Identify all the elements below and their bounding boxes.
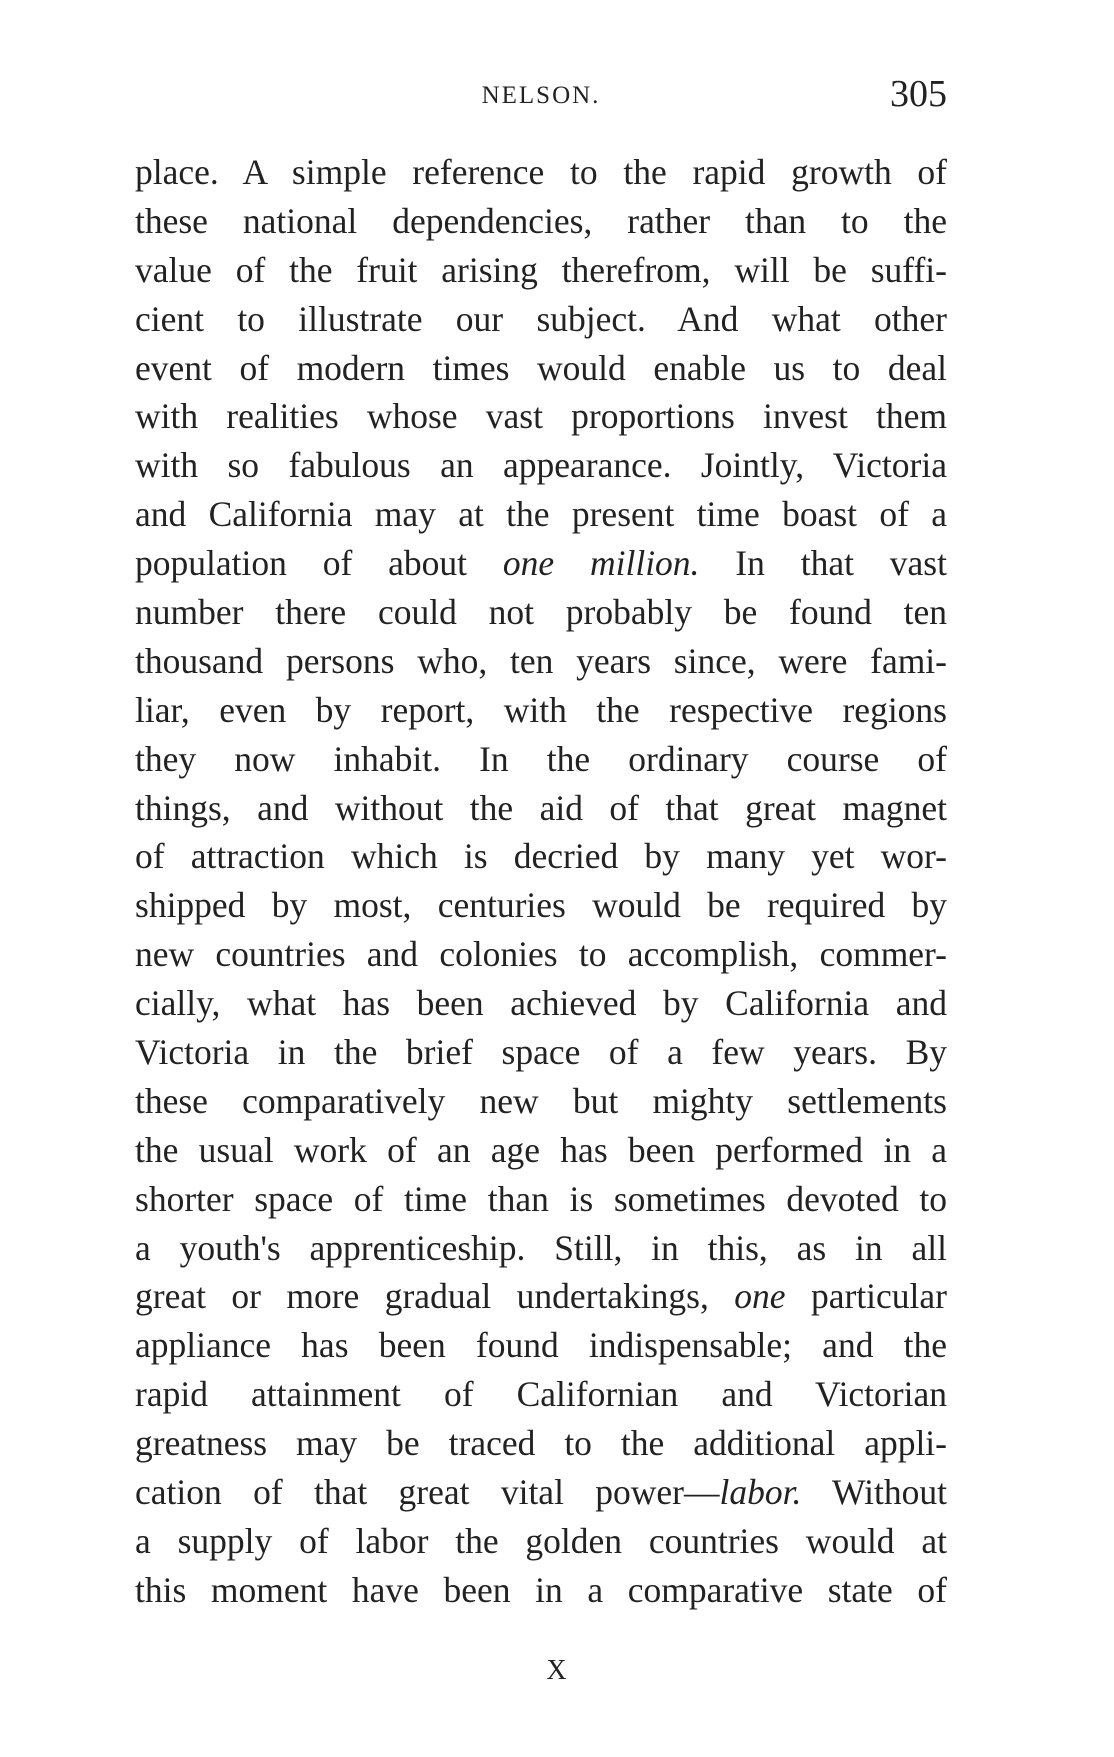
text-line: with so fabulous an appearance. Jointly, Victoria: [135, 445, 947, 486]
text-line: a supply of labor the golden countries would at: [135, 1520, 947, 1561]
text-line: number there could not probably be found ten: [135, 592, 947, 633]
text-line: event of modern times would enable us to deal: [135, 347, 947, 388]
italic-phrase: one: [734, 1276, 786, 1317]
text-line: thousand persons who, ten years since, were fami-: [135, 640, 947, 681]
text-line: Victoria in the brief space of a few years. By: [135, 1032, 947, 1073]
text-line: great or more gradual undertakings, one particular: [135, 1276, 947, 1317]
text-line: place. A simple reference to the rapid growth of: [135, 152, 947, 192]
text-line: liar, even by report, with the respective regions: [135, 689, 947, 730]
text-line: the usual work of an age has been performed in a: [135, 1129, 947, 1170]
text-line: cient to illustrate our subject. And what other: [135, 298, 947, 339]
running-head: [135, 72, 947, 122]
signature-mark: X: [546, 1655, 568, 1686]
text-line: things, and without the aid of that great magnet: [135, 787, 947, 828]
text-line: value of the fruit arising therefrom, will be suffi-: [135, 249, 947, 290]
text-line: shipped by most, centuries would be required by: [135, 885, 947, 926]
text-line: greatness may be traced to the additional appli-: [135, 1423, 947, 1464]
italic-phrase: one million.: [502, 543, 700, 584]
text-line: appliance has been found indispensable; and the: [135, 1325, 947, 1366]
text-line: new countries and colonies to accomplish, commer-: [135, 934, 947, 975]
text-line: cation of that great vital power—labor. Without: [135, 1472, 947, 1513]
text-line: they now inhabit. In the ordinary course of: [135, 738, 947, 779]
text-line: and California may at the present time boast of a: [135, 494, 947, 535]
text-line: population of about one million. In that vast: [135, 543, 947, 584]
text-line: with realities whose vast proportions invest them: [135, 396, 947, 437]
page-number: 305: [890, 73, 947, 115]
text-line: rapid attainment of Californian and Victorian: [135, 1374, 947, 1415]
text-line: a youth's apprenticeship. Still, in this, as in all: [135, 1227, 947, 1268]
italic-phrase: labor.: [719, 1472, 802, 1513]
text-line: shorter space of time than is sometimes devoted to: [135, 1178, 947, 1219]
text-line: cially, what has been achieved by California and: [135, 983, 947, 1024]
body-text: [135, 148, 947, 1615]
running-title: NELSON.: [481, 82, 601, 109]
text-line: these comparatively new but mighty settlements: [135, 1080, 947, 1121]
text-line: this moment have been in a comparative state of: [135, 1569, 947, 1610]
text-line: these national dependencies, rather than to the: [135, 200, 947, 241]
text-line: of attraction which is decried by many yet wor-: [135, 836, 947, 877]
